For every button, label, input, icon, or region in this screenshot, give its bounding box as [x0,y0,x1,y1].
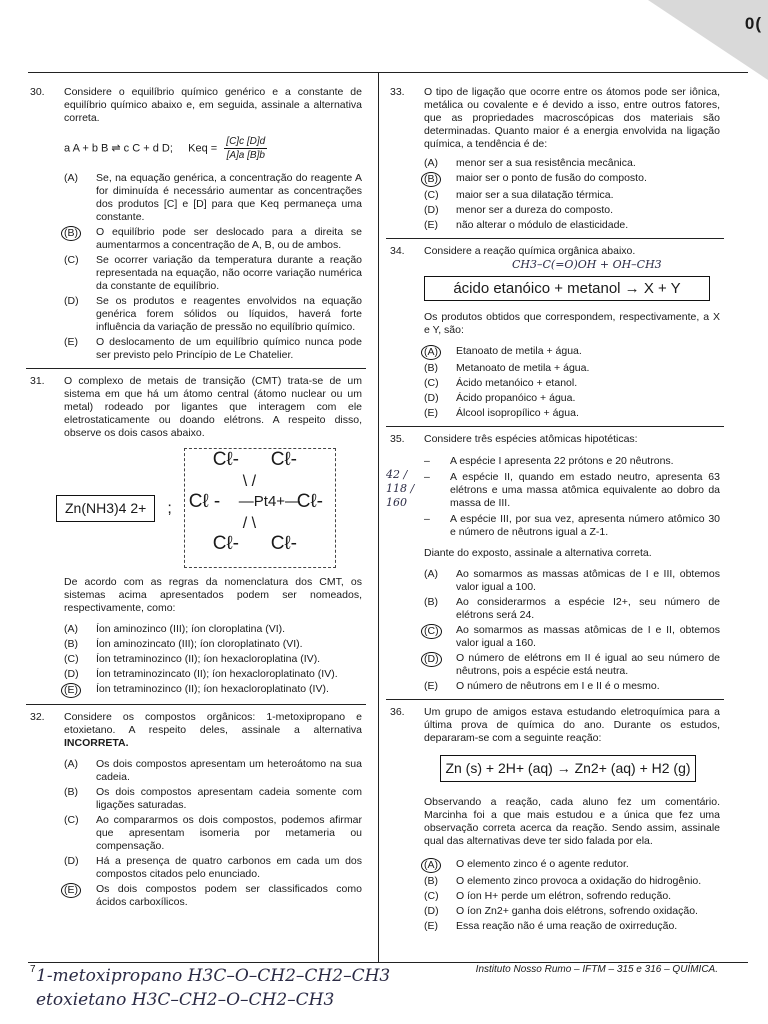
question-separator [26,704,366,705]
option-a[interactable] [424,345,720,360]
answer-circle: (A) [421,345,441,360]
option-text: Essa reação não é uma reação de oxirredução. [456,920,678,932]
handwritten-note: 42 / 118 / 160 [386,468,415,509]
option-letter: (B) [424,596,438,608]
handwritten-note: CH3–C(=O)OH + OH–CH3 [512,258,662,271]
keq-fraction [224,135,267,162]
option-letter: (B) [424,362,438,374]
option-text: Se ocorrer variação da temperatura durante a reação representada na equação, não ocorre variação numérica da constante de equilíbrio. [96,254,362,292]
option-letter: (C) [64,653,79,665]
option-d[interactable] [424,905,720,918]
question-followup: Observando a reação, cada aluno fez um comentário. Marcinha foi a que mais estudou e a única que fez uma observação correta acerca da reação. Sendo assim, assinale qual das alternativas deve ter sido falada por ela. [424,796,720,847]
zinc-complex-box: Zn(NH3)4 2+ [56,495,155,522]
option-c[interactable] [424,377,720,390]
option-e[interactable] [64,683,362,698]
option-b[interactable] [64,786,362,812]
option-letter: (D) [424,392,439,404]
question-number: 30. [30,86,45,98]
option-letter: (E) [424,407,438,419]
option-text: O elemento zinco provoca a oxidação do hidrogênio. [456,875,702,887]
option-text: O equilíbrio pode ser deslocado para a direita se aumentarmos a concentração de A, B, ou de ambos. [96,226,362,251]
reaction-equation-box: ácido etanóico + metanol → X + Y [424,276,710,301]
answer-circle: (C) [421,624,442,639]
option-c[interactable] [424,189,720,202]
platinum-center: —Pt4+— [238,493,301,510]
option-letter: (E) [424,680,438,692]
option-text: Íon aminozinco (III); íon cloroplatina (VI). [96,623,286,635]
bullet-dash: – [424,471,430,483]
answer-circle: (B) [421,172,441,187]
question-30 [30,86,362,362]
answer-circle: (D) [421,652,442,667]
ligand: Cℓ- [270,449,297,470]
option-c[interactable] [424,624,720,650]
option-c[interactable] [64,254,362,293]
option-text: não alterar o módulo de elasticidade. [456,219,629,231]
option-text: Etanoato de metila + água. [456,345,582,357]
option-c[interactable] [64,814,362,853]
option-letter: (B) [424,875,438,887]
option-a[interactable] [64,172,362,224]
option-d[interactable] [424,204,720,217]
question-separator [26,368,366,369]
option-letter [64,226,96,252]
question-33 [390,86,720,232]
option-b[interactable] [424,596,720,622]
bullet-dash: – [424,455,430,467]
answer-circle: (E) [61,683,81,698]
option-e[interactable] [424,407,720,420]
question-followup: De acordo com as regras da nomenclatura dos CMT, os sistemas acima apresentados podem ser nomeados, respectivamente, como: [64,576,362,614]
complex-figures [56,448,362,568]
option-d[interactable] [424,652,720,678]
option-letter: (D) [424,204,439,216]
option-text: Íon tetraminozinco (II); íon hexacloroplatinato (IV). [96,683,329,695]
page-number: 0( [744,14,762,33]
question-text: Considere a reação química orgânica abaixo. [424,245,636,257]
question-text: Considere o equilíbrio químico genérico e a constante de equilíbrio químico abaixo e, em seguida, assinale a alternativa correta. [64,86,362,124]
option-text: Há a presença de quatro carbonos em cada um dos compostos citados pelo enunciado. [96,855,362,880]
option-text: Ao considerarmos a espécie I2+, seu número de elétrons será 24. [456,596,720,621]
option-letter [424,652,456,678]
option-text: Se os produtos e reagentes envolvidos na equação genérica forem sólidos ou líquidos, haverá forte influência da variação de pressão no equilíbrio químico. [96,295,362,333]
question-text: Considere três espécies atômicas hipotéticas: [424,433,638,445]
option-e[interactable] [64,883,362,909]
answer-circle: (A) [421,858,441,873]
ligand: Cℓ- [270,533,297,554]
question-35 [390,433,720,693]
option-b[interactable] [64,226,362,252]
option-text: Íon tetraminozincato (II); íon hexacloroplatinato (IV). [96,668,338,680]
ligand: Cℓ- [296,491,323,512]
separator-semicolon: ; [167,499,172,517]
option-letter: (C) [64,814,79,826]
emphasis-word: INCORRETA. [64,737,129,749]
option-letter [424,624,456,650]
handwritten-formula-2: etoxietano H3C–CH2–O–CH2–CH3 [36,990,335,1010]
option-text: maior ser a sua dilatação térmica. [456,189,614,201]
option-text: Álcool isopropílico + água. [456,407,579,419]
top-rule [28,72,748,73]
option-text: Os dois compostos podem ser classificados como ácidos carboxílicos. [96,883,362,908]
option-letter: (C) [424,377,439,389]
option-letter: (D) [64,855,79,867]
option-text: O íon Zn2+ ganha dois elétrons, sofrendo oxidação. [456,905,698,917]
hypothesis-text: A espécie I apresenta 22 prótons e 20 nêutrons. [450,455,674,467]
option-d[interactable] [424,392,720,405]
question-31 [30,375,362,698]
option-e[interactable] [424,219,720,232]
option-letter: (E) [64,336,78,348]
option-e[interactable] [424,920,720,933]
hypothesis-text: A espécie II, quando em estado neutro, apresenta 63 elétrons e uma massa atômica equivalente ao dobro da massa de III. [450,471,720,509]
option-text: Ácido metanóico + etanol. [456,377,578,389]
option-letter: (E) [424,219,438,231]
equilibrium-formula [64,135,362,162]
right-column [390,86,720,933]
option-b[interactable] [424,362,720,375]
option-text: O número de nêutrons em I e II é o mesmo. [456,680,660,692]
option-a[interactable] [424,568,720,594]
ligand: Cℓ- [212,533,239,554]
keq-denominator: [A]a [B]b [226,150,265,161]
page-fold-corner [648,0,768,80]
option-letter: (B) [64,638,78,650]
question-separator [386,699,724,700]
option-b[interactable] [64,638,362,651]
ligand: Cℓ - [188,491,221,512]
option-a[interactable] [64,758,362,784]
question-text: Um grupo de amigos estava estudando eletroquímica para a última prova de química do ano. Durante os estudos, depararam-se com a seguinte reação: [424,706,720,744]
option-c[interactable] [424,890,720,903]
option-text: Se, na equação genérica, a concentração do reagente A for diminuída é necessário aumentar as concentrações dos produtos [C] e [D] para que Keq permaneça uma constante. [96,172,362,223]
answer-circle: (B) [61,226,81,241]
question-number: 34. [390,245,405,257]
question-followup: Os produtos obtidos que correspondem, respectivamente, a X e Y, são: [424,311,720,336]
option-letter [64,683,96,698]
hypothesis-item [424,455,720,468]
option-letter: (A) [424,568,438,580]
option-a[interactable] [64,623,362,636]
option-letter [424,172,456,187]
option-letter [424,345,456,360]
column-divider [378,72,379,962]
option-text: O número de elétrons em II é igual ao seu número de nêutrons, pois a espécie está neutra. [456,652,720,677]
question-text: O tipo de ligação que ocorre entre os átomos pode ser iônica, metálica ou covalente e é devido a isso, entre outros fatores, que as propriedades macroscópicas dos materiais são determinadas. Quanto maior é a energia envolvida na ligação química, a tendência é de: [424,86,720,150]
left-column [30,86,362,909]
option-e[interactable] [64,336,362,362]
hypothesis-text: A espécie III, por sua vez, apresenta número atômico 30 e número de nêutrons igual a Z-1. [450,513,720,538]
option-letter [64,883,96,909]
option-text: Ao compararmos os dois compostos, podemos afirmar que apresentam isomeria por metameria ou compensação. [96,814,362,852]
option-text: menor ser a dureza do composto. [456,204,613,216]
reaction-text: a A + b B ⇌ c C + d D; [64,142,173,155]
question-text [64,711,362,750]
footer-rule [28,962,748,963]
redox-equation-box: Zn (s) + 2H+ (aq) → Zn2+ (aq) + H2 (g) [440,755,696,782]
option-a[interactable] [424,858,720,873]
bond-lines: \ / [242,473,257,490]
option-d[interactable] [64,855,362,881]
question-number: 36. [390,706,405,718]
answer-circle: (E) [61,883,81,898]
option-text: Ácido propanóico + água. [456,392,576,404]
ligand: Cℓ- [212,449,239,470]
option-letter: (C) [64,254,79,266]
question-32 [30,711,362,909]
option-letter [424,858,456,873]
question-separator [386,426,724,427]
question-separator [386,238,724,239]
keq-numerator: [C]c [D]d [226,136,266,147]
handwritten-formula-1: 1-metoxipropano H3C–O–CH2–CH2–CH3 [36,966,391,986]
option-letter: (C) [424,890,439,902]
option-letter: (D) [64,668,79,680]
option-letter: (C) [424,189,439,201]
option-text: Os dois compostos apresentam um heteroátomo na sua cadeia. [96,758,362,783]
question-body: Considere os compostos orgânicos: 1-metoxipropano e etoxietano. A respeito deles, assinale a alternativa [64,711,362,736]
platinum-complex-box [184,448,336,568]
footer-left-number: 7 [30,964,36,975]
question-number: 32. [30,711,45,723]
option-text: Os dois compostos apresentam cadeia somente com ligações saturadas. [96,786,362,811]
option-text: maior ser o ponto de fusão do composto. [456,172,647,184]
option-text: menor ser a sua resistência mecânica. [456,157,636,169]
option-c[interactable] [64,653,362,666]
question-followup: Diante do exposto, assinale a alternativa correta. [424,547,652,559]
question-number: 33. [390,86,405,98]
option-text: Íon tetraminozinco (II); íon hexacloroplatina (IV). [96,653,321,665]
keq-label: Keq = [188,142,218,155]
option-letter: (A) [64,758,78,770]
option-letter: (D) [424,905,439,917]
question-number: 31. [30,375,45,387]
option-letter: (D) [64,295,79,307]
question-text: O complexo de metais de transição (CMT) trata-se de um sistema em que há um átomo central (átomo nuclear ou um metal) rodeado por ligantes que interagem com ele eletrostaticamente ou doando elétrons. A respeito disso, observe os dois casos abaixo. [64,375,362,439]
question-36 [390,706,720,933]
option-text: O íon H+ perde um elétron, sofrendo redução. [456,890,672,902]
option-e[interactable] [424,680,720,693]
option-b[interactable] [424,875,720,888]
option-text: O deslocamento de um equilíbrio químico nunca pode ser previsto pelo Princípio de Le Chatelier. [96,336,362,361]
bond-lines: / \ [242,515,257,532]
hypothesis-item [424,513,720,539]
question-number: 35. [390,433,405,445]
option-d[interactable] [64,668,362,681]
option-text: Ao somarmos as massas atômicas de I e III, obtemos valor igual a 100. [456,568,720,593]
option-text: Metanoato de metila + água. [456,362,590,374]
option-b[interactable] [424,172,720,187]
option-text: Íon aminozincato (III); íon cloroplatinato (VI). [96,638,303,650]
option-letter: (B) [64,786,78,798]
option-letter: (A) [424,157,438,169]
option-a[interactable] [424,157,720,170]
option-letter: (A) [64,623,78,635]
option-text: O elemento zinco é o agente redutor. [456,858,629,870]
footer-institution: Instituto Nosso Rumo – IFTM – 315 e 316 – QUÍMICA. [475,964,718,975]
hypothesis-item [424,471,720,510]
option-letter: (E) [424,920,438,932]
bullet-dash: – [424,513,430,525]
option-letter: (A) [64,172,78,184]
option-text: Ao somarmos as massas atômicas de I e II, obtemos valor igual a 160. [456,624,720,649]
question-34 [390,245,720,420]
option-d[interactable] [64,295,362,334]
